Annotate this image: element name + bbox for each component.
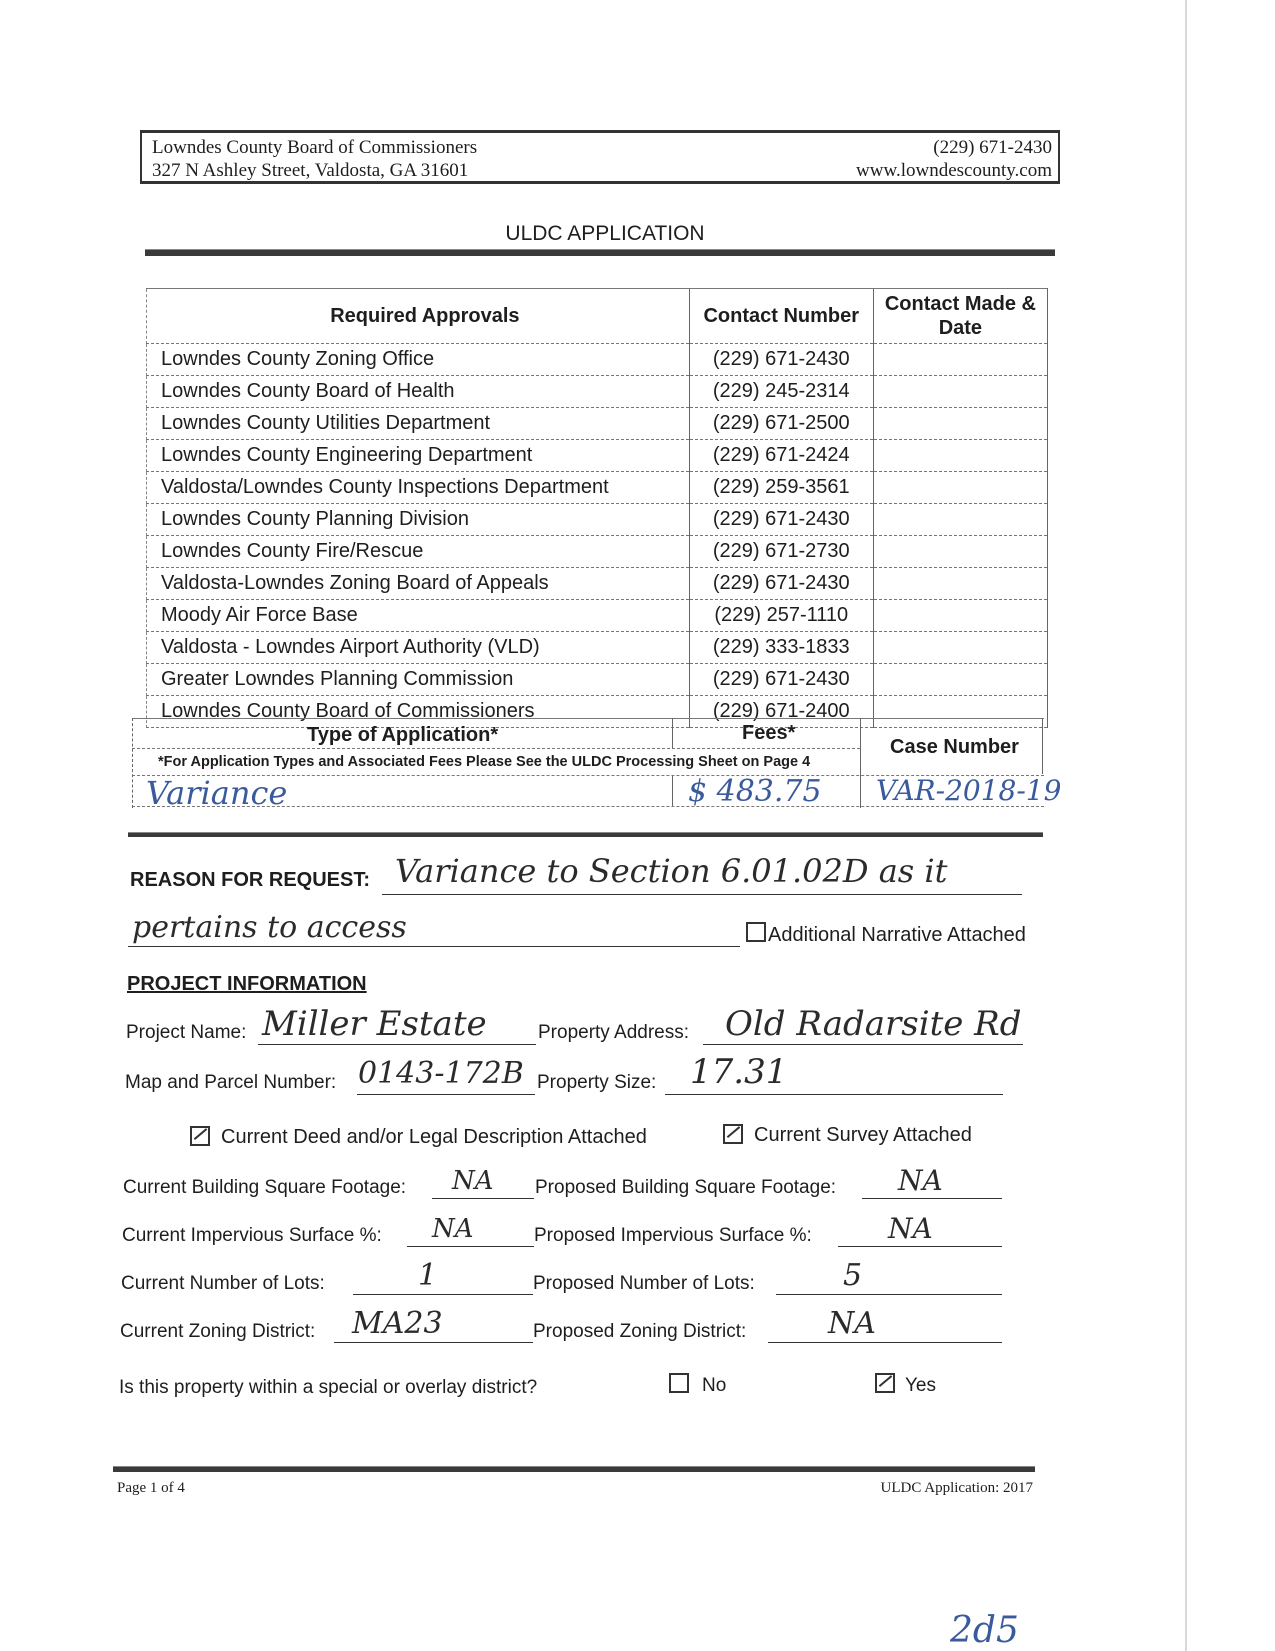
agency-phone: (229) 671-2730 <box>689 536 873 568</box>
overlay-district-question: Is this property within a special or overlay district? <box>119 1377 538 1398</box>
reason-label: REASON FOR REQUEST: <box>130 869 371 891</box>
table-row <box>147 568 1048 600</box>
contact-made-field[interactable] <box>873 664 1047 696</box>
proposed-building-sqft-label: Proposed Building Square Footage: <box>535 1177 837 1198</box>
application-table <box>132 718 1062 812</box>
header-contact-number: Contact Number <box>689 289 873 344</box>
agency-name: Lowndes County Engineering Department <box>147 440 690 472</box>
contact-made-field[interactable] <box>873 440 1047 472</box>
agency-phone: (229) 671-2430 <box>689 344 873 376</box>
agency-phone: (229) 671-2424 <box>689 440 873 472</box>
section-divider <box>128 832 1043 837</box>
agency-phone: (229) 245-2314 <box>689 376 873 408</box>
contact-made-field[interactable] <box>873 376 1047 408</box>
agency-phone: (229) 333-1833 <box>689 632 873 664</box>
table-row <box>147 440 1048 472</box>
reason-line-2-underline <box>128 946 740 947</box>
fees-field[interactable]: $ 483.75 <box>688 774 822 809</box>
agency-name: Greater Lowndes Planning Commission <box>147 664 690 696</box>
overlay-yes-label: Yes <box>905 1375 936 1396</box>
current-impervious-field[interactable]: NA <box>432 1214 474 1244</box>
contact-made-field[interactable] <box>873 568 1047 600</box>
agency-phone: (229) 257-1110 <box>689 600 873 632</box>
agency-name: Lowndes County Fire/Rescue <box>147 536 690 568</box>
type-of-application-header: Type of Application* <box>307 724 499 746</box>
handwritten-page-mark: 2d5 <box>950 1610 1019 1651</box>
contact-made-field[interactable] <box>873 600 1047 632</box>
org-website[interactable]: www.lowndescounty.com <box>856 160 1052 181</box>
table-row <box>147 472 1048 504</box>
reason-line-1-underline <box>382 894 1022 895</box>
fees-footnote: *For Application Types and Associated Fees Please See the ULDC Processing Sheet on Page 4 <box>158 754 811 770</box>
table-row <box>147 536 1048 568</box>
agency-name: Lowndes County Utilities Department <box>147 408 690 440</box>
current-lots-field[interactable]: 1 <box>418 1258 438 1293</box>
deed-attached-label: Current Deed and/or Legal Description Attached <box>221 1126 647 1148</box>
proposed-lots-underline <box>776 1294 1002 1295</box>
current-zoning-underline <box>334 1342 533 1343</box>
current-impervious-label: Current Impervious Surface %: <box>122 1225 382 1246</box>
header-contact-made: Contact Made & Date <box>873 289 1047 344</box>
proposed-lots-field[interactable]: 5 <box>843 1258 863 1293</box>
current-building-sqft-label: Current Building Square Footage: <box>123 1177 407 1198</box>
org-phone: (229) 671-2430 <box>933 137 1052 158</box>
agency-name: Valdosta/Lowndes County Inspections Department <box>147 472 690 504</box>
proposed-zoning-label: Proposed Zoning District: <box>533 1321 747 1342</box>
overlay-no-checkbox[interactable] <box>669 1373 689 1393</box>
table-row <box>147 632 1048 664</box>
agency-name: Valdosta-Lowndes Zoning Board of Appeals <box>147 568 690 600</box>
property-address-label: Property Address: <box>538 1022 690 1043</box>
proposed-impervious-field[interactable]: NA <box>888 1212 933 1245</box>
project-name-label: Project Name: <box>126 1022 247 1043</box>
form-version: ULDC Application: 2017 <box>880 1480 1033 1496</box>
agency-name: Lowndes County Zoning Office <box>147 344 690 376</box>
approvals-header-row <box>147 289 1048 344</box>
contact-made-field[interactable] <box>873 504 1047 536</box>
letterhead <box>140 130 1060 184</box>
table-row <box>147 376 1048 408</box>
current-impervious-underline <box>407 1246 534 1247</box>
table-row <box>147 664 1048 696</box>
contact-made-field[interactable] <box>873 632 1047 664</box>
case-number-field[interactable]: VAR-2018-19 <box>876 774 1062 807</box>
org-name: Lowndes County Board of Commissioners <box>152 137 478 158</box>
agency-phone: (229) 671-2400 <box>689 696 873 728</box>
agency-phone: (229) 259-3561 <box>689 472 873 504</box>
reason-field-line-2[interactable]: pertains to access <box>132 910 407 945</box>
scan-edge <box>1185 0 1187 1651</box>
agency-phone: (229) 671-2430 <box>689 504 873 536</box>
contact-made-field[interactable] <box>873 472 1047 504</box>
project-name-field[interactable]: Miller Estate <box>262 1004 487 1044</box>
parcel-number-underline <box>357 1094 535 1095</box>
additional-narrative-checkbox[interactable] <box>746 922 766 942</box>
project-name-underline <box>258 1044 536 1045</box>
title-divider <box>145 249 1055 256</box>
survey-attached-checkbox[interactable] <box>723 1124 743 1144</box>
agency-name: Lowndes County Board of Health <box>147 376 690 408</box>
current-lots-label: Current Number of Lots: <box>121 1273 325 1294</box>
page-number: Page 1 of 4 <box>117 1480 185 1496</box>
additional-narrative-label: Additional Narrative Attached <box>768 924 1026 946</box>
proposed-building-sqft-underline <box>862 1198 1002 1199</box>
table-row <box>147 600 1048 632</box>
agency-phone: (229) 671-2430 <box>689 568 873 600</box>
current-zoning-field[interactable]: MA23 <box>352 1306 443 1341</box>
org-address: 327 N Ashley Street, Valdosta, GA 31601 <box>152 160 469 181</box>
proposed-impervious-label: Proposed Impervious Surface %: <box>534 1225 812 1246</box>
case-number-header: Case Number <box>890 736 1019 758</box>
parcel-number-label: Map and Parcel Number: <box>125 1072 337 1093</box>
table-row <box>147 344 1048 376</box>
property-size-field[interactable]: 17.31 <box>690 1052 788 1092</box>
property-size-label: Property Size: <box>537 1072 657 1093</box>
proposed-impervious-underline <box>838 1246 1002 1247</box>
contact-made-field[interactable] <box>873 344 1047 376</box>
table-row <box>147 408 1048 440</box>
parcel-number-field[interactable]: 0143-172B <box>358 1056 524 1091</box>
agency-name: Lowndes County Board of Commissioners <box>147 696 690 728</box>
proposed-zoning-underline <box>768 1342 1002 1343</box>
application-type-field[interactable]: Variance <box>146 774 288 812</box>
proposed-lots-label: Proposed Number of Lots: <box>533 1273 755 1294</box>
reason-field-line-1[interactable]: Variance to Section 6.01.02D as it <box>395 852 948 890</box>
survey-attached-label: Current Survey Attached <box>754 1124 972 1146</box>
current-lots-underline <box>353 1294 533 1295</box>
footer-divider <box>113 1466 1035 1472</box>
agency-phone: (229) 671-2430 <box>689 664 873 696</box>
property-size-underline <box>665 1094 1003 1095</box>
header-required-approvals: Required Approvals <box>147 289 690 344</box>
property-address-underline <box>703 1044 1023 1045</box>
agency-name: Valdosta - Lowndes Airport Authority (VLD) <box>147 632 690 664</box>
proposed-building-sqft-field[interactable]: NA <box>898 1164 943 1197</box>
document-title: ULDC APPLICATION <box>505 222 705 245</box>
overlay-yes-checkbox[interactable] <box>875 1373 895 1393</box>
property-address-field[interactable]: Old Radarsite Rd <box>725 1004 1022 1044</box>
contact-made-field[interactable] <box>873 536 1047 568</box>
agency-phone: (229) 671-2500 <box>689 408 873 440</box>
deed-attached-checkbox[interactable] <box>190 1126 210 1146</box>
table-row <box>147 504 1048 536</box>
current-zoning-label: Current Zoning District: <box>120 1321 316 1342</box>
agency-name: Lowndes County Planning Division <box>147 504 690 536</box>
project-information-heading: PROJECT INFORMATION <box>127 973 367 995</box>
current-building-sqft-field[interactable]: NA <box>452 1166 494 1196</box>
current-building-sqft-underline <box>432 1198 534 1199</box>
contact-made-field[interactable] <box>873 408 1047 440</box>
agency-name: Moody Air Force Base <box>147 600 690 632</box>
overlay-no-label: No <box>702 1375 727 1396</box>
proposed-zoning-field[interactable]: NA <box>828 1306 876 1341</box>
fees-header: Fees* <box>742 722 796 744</box>
approvals-table <box>146 288 1048 728</box>
